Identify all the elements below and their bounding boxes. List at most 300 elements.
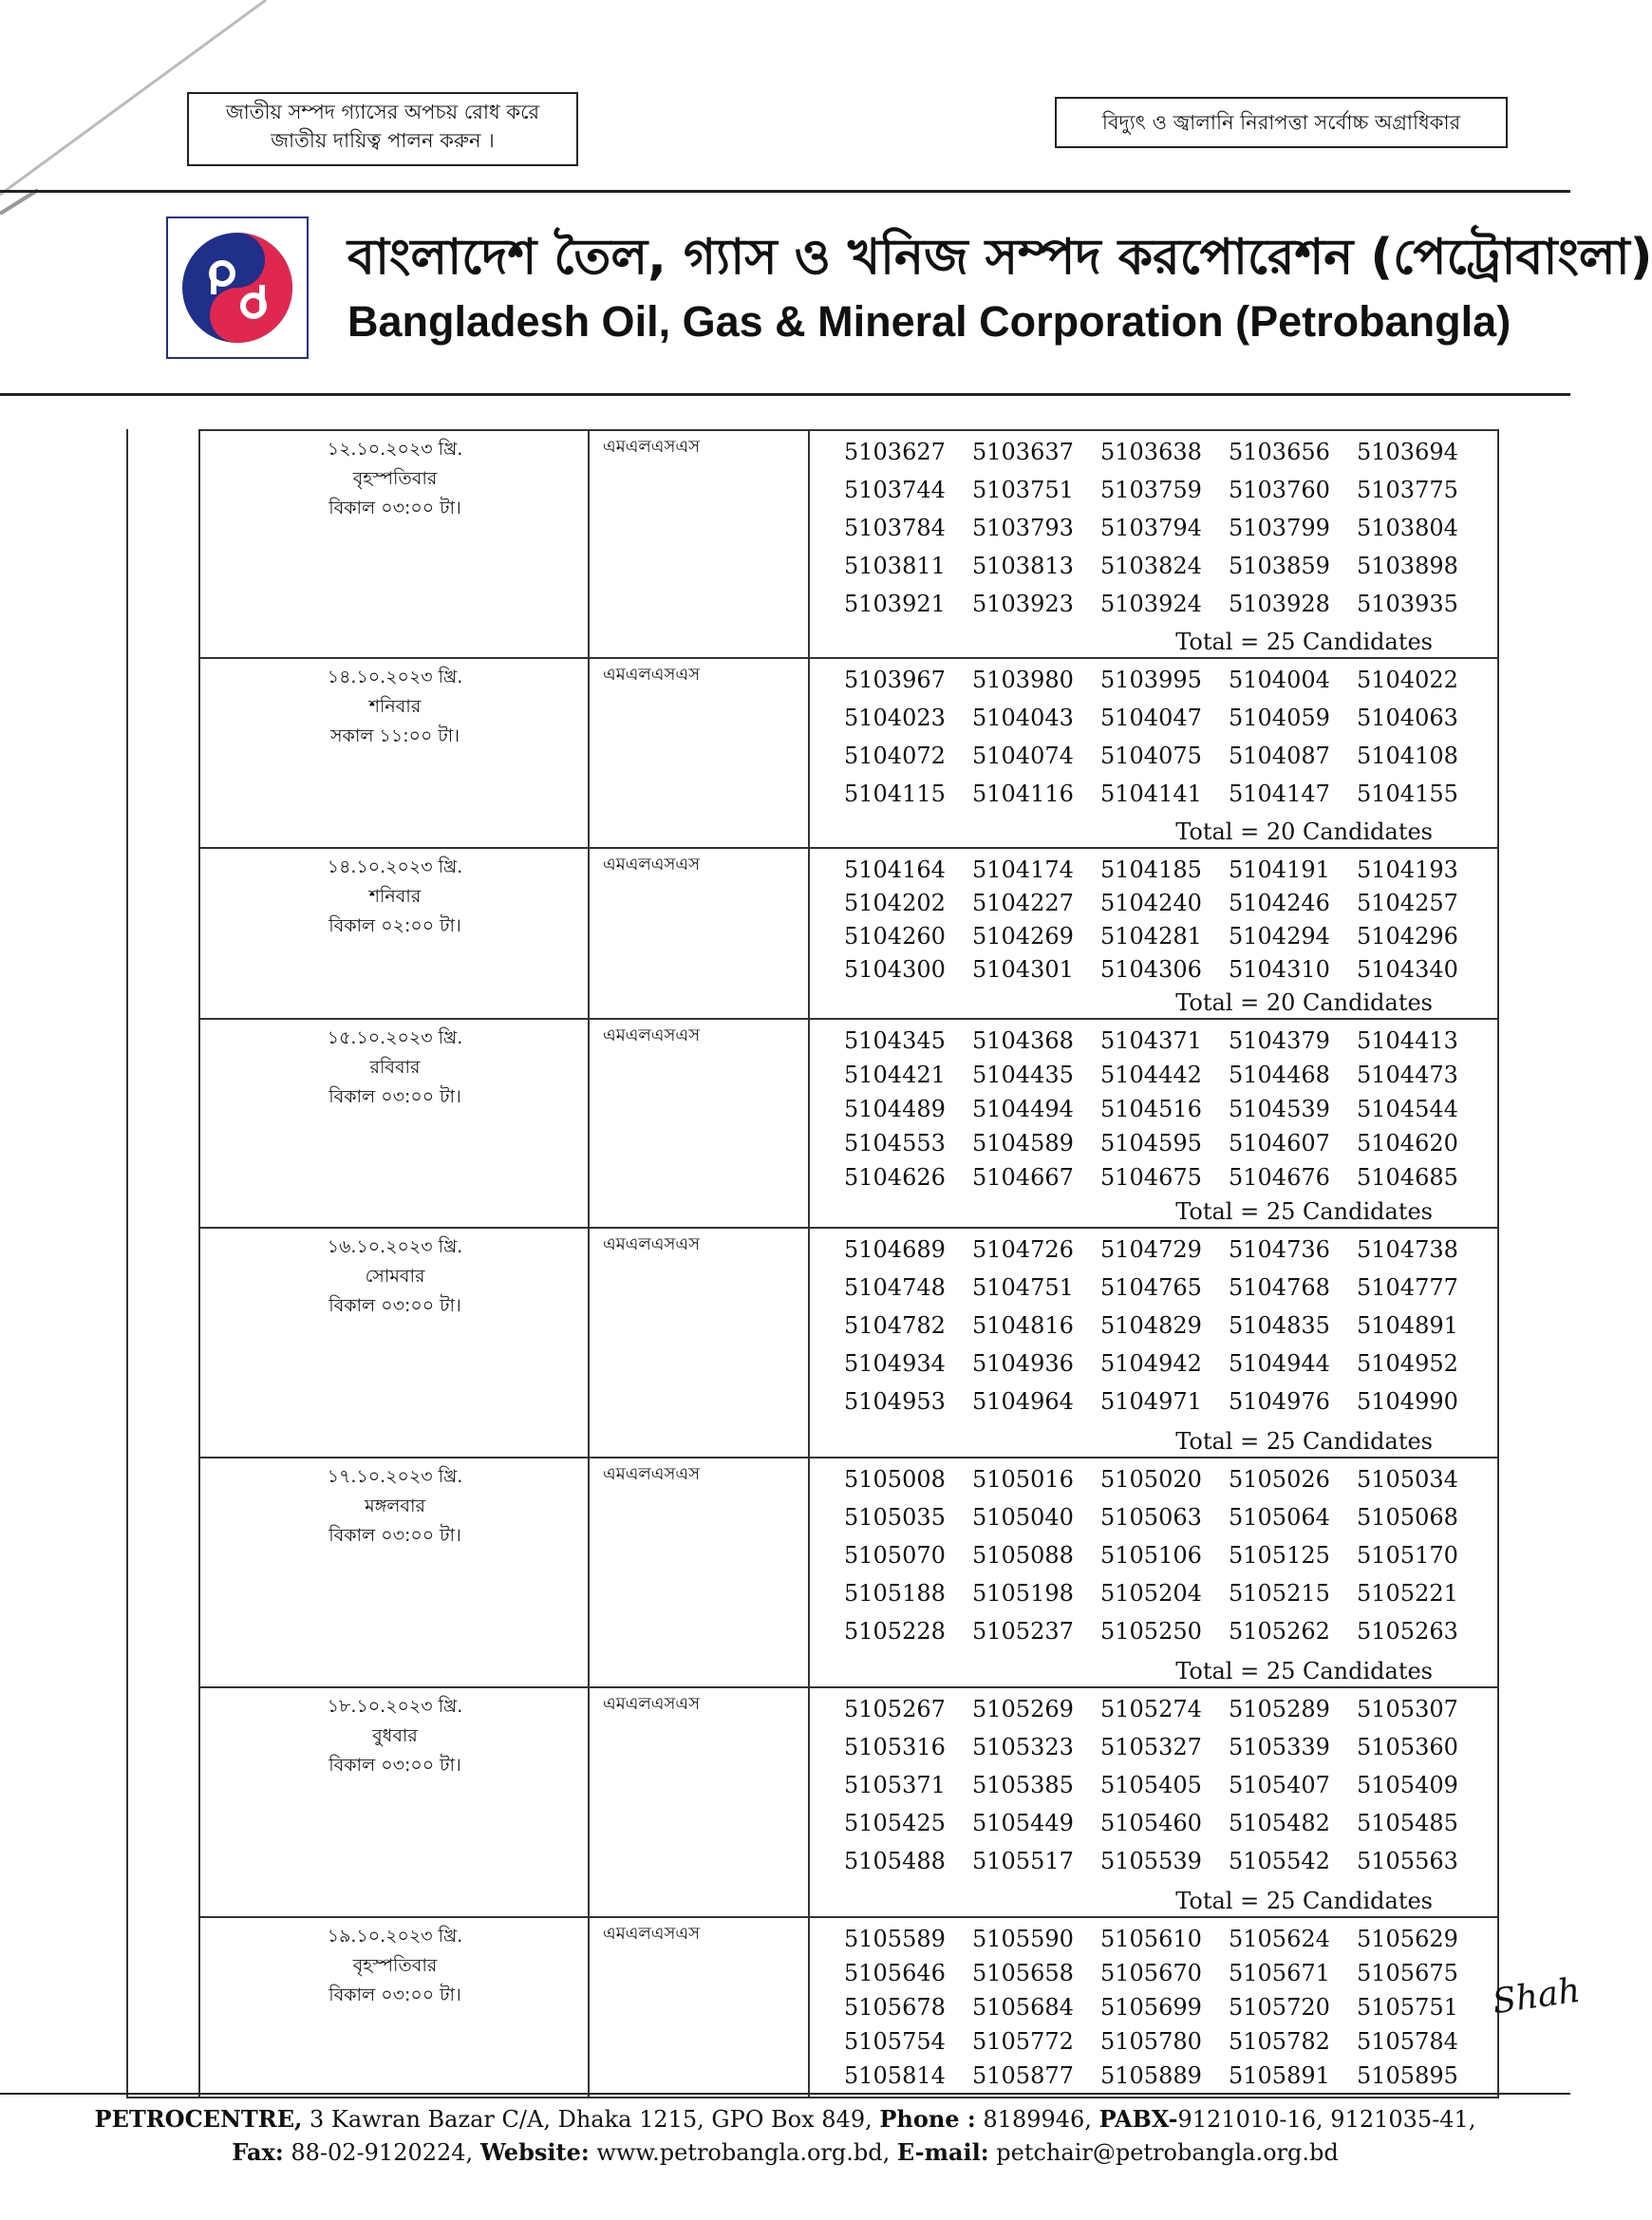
- exam-time: বিকাল ০৩:০০ টা।: [329, 1295, 461, 1316]
- exam-day: বুধবার: [372, 1725, 418, 1746]
- roll-numbers-cell: [827, 439, 1497, 629]
- roll-number: 5105215: [1229, 1580, 1330, 1607]
- roll-number: 5104952: [1357, 1350, 1458, 1377]
- candidate-total: Total = 25 Candidates: [1175, 629, 1433, 655]
- roll-number: 5105482: [1229, 1810, 1330, 1836]
- roll-number: 5105889: [1100, 2062, 1202, 2089]
- exam-time: সকাল ১১:০০ টা।: [329, 725, 460, 746]
- roll-number: 5105485: [1357, 1810, 1458, 1836]
- exam-time: বিকাল ০২:০০ টা।: [329, 915, 461, 936]
- roll-number: 5104240: [1100, 890, 1202, 916]
- roll-number: 5104729: [1100, 1236, 1202, 1263]
- exam-time: বিকাল ০৩:০০ টা।: [329, 1755, 461, 1776]
- roll-number: 5105228: [844, 1618, 946, 1645]
- roll-number: 5103638: [1100, 439, 1202, 465]
- footer-contact-line: [0, 2138, 1570, 2166]
- roll-number: 5104047: [1100, 705, 1202, 731]
- roll-number-row: [827, 1960, 1497, 1994]
- roll-number: 5104976: [1229, 1388, 1330, 1415]
- roll-number: 5104023: [844, 705, 946, 731]
- roll-number: 5104141: [1100, 781, 1202, 807]
- roll-number: 5104689: [844, 1236, 946, 1263]
- roll-number: 5104379: [1229, 1027, 1330, 1054]
- roll-number: 5105188: [844, 1580, 946, 1607]
- roll-number: 5104300: [844, 956, 946, 983]
- roll-number-row: [827, 1734, 1497, 1772]
- roll-number: 5105624: [1229, 1926, 1330, 1952]
- roll-number: 5105063: [1100, 1504, 1202, 1531]
- exam-day: শনিবার: [368, 696, 422, 717]
- roll-number: 5105267: [844, 1696, 946, 1722]
- roll-number-row: [827, 923, 1497, 956]
- roll-number: 5104072: [844, 743, 946, 769]
- exam-day: রবিবার: [369, 1057, 421, 1078]
- candidate-total: Total = 25 Candidates: [1175, 1888, 1433, 1914]
- roll-number: 5104294: [1229, 923, 1330, 950]
- slogan-box-left: [187, 92, 578, 166]
- roll-number-row: [827, 1164, 1497, 1198]
- roll-number-row: [827, 1926, 1497, 1960]
- exam-date-cell: [200, 853, 590, 941]
- post-name-cell: এমএলএসএস: [603, 855, 700, 875]
- roll-number: 5103923: [972, 591, 1074, 617]
- roll-number: 5103775: [1357, 477, 1458, 503]
- roll-number: 5105323: [972, 1734, 1074, 1760]
- roll-number: 5104829: [1100, 1312, 1202, 1339]
- roll-number: 5104816: [972, 1312, 1074, 1339]
- schedule-row: [200, 1018, 1497, 1229]
- roll-number: 5104074: [972, 743, 1074, 769]
- roll-number: 5104260: [844, 923, 946, 950]
- roll-number: 5104777: [1357, 1274, 1458, 1301]
- roll-number: 5104468: [1229, 1062, 1330, 1088]
- roll-number: 5105670: [1100, 1960, 1202, 1986]
- roll-number: 5105877: [972, 2062, 1074, 2089]
- roll-number: 5105064: [1229, 1504, 1330, 1531]
- roll-number: 5104738: [1357, 1236, 1458, 1263]
- roll-number: 5105539: [1100, 1848, 1202, 1874]
- post-name-cell: এমএলএসএস: [603, 1694, 700, 1714]
- roll-number-row: [827, 1274, 1497, 1312]
- roll-number: 5104494: [972, 1096, 1074, 1122]
- roll-number: 5105262: [1229, 1618, 1330, 1645]
- roll-number-row: [827, 1236, 1497, 1274]
- roll-number: 5104075: [1100, 743, 1202, 769]
- exam-time: বিকাল ০৩:০০ টা।: [329, 1525, 461, 1546]
- roll-number-row: [827, 1466, 1497, 1504]
- header-top-rule: [0, 190, 1570, 193]
- roll-number: 5104435: [972, 1062, 1074, 1088]
- roll-number: 5103759: [1100, 477, 1202, 503]
- roll-number-row: [827, 2028, 1497, 2062]
- footer-phone-label: Phone :: [879, 2105, 976, 2133]
- roll-number: 5105891: [1229, 2062, 1330, 2089]
- roll-number: 5103859: [1229, 553, 1330, 579]
- footer-pabx: 9121010-16, 9121035-41,: [1177, 2106, 1476, 2133]
- roll-number: 5104539: [1229, 1096, 1330, 1122]
- post-name-cell: এমএলএসএস: [603, 665, 700, 685]
- roll-number: 5103935: [1357, 591, 1458, 617]
- roll-number: 5105327: [1100, 1734, 1202, 1760]
- roll-number-row: [827, 1388, 1497, 1426]
- roll-number: 5104116: [972, 781, 1074, 807]
- post-name-cell: এমএলএসএস: [603, 437, 700, 457]
- roll-number: 5104589: [972, 1130, 1074, 1157]
- roll-number: 5105460: [1100, 1810, 1202, 1836]
- roll-number: 5104934: [844, 1350, 946, 1377]
- slogan-box-right: বিদ্যুৎ ও জ্বালানি নিরাপত্তা সর্বোচ্চ অগ্রাধিকার: [1055, 97, 1508, 148]
- roll-number: 5103627: [844, 439, 946, 465]
- roll-number: 5104676: [1229, 1164, 1330, 1191]
- schedule-row: [200, 847, 1497, 1020]
- footer-website-label: Website:: [479, 2138, 590, 2166]
- roll-number-row: [827, 1504, 1497, 1542]
- roll-number: 5103794: [1100, 515, 1202, 541]
- exam-date: ১৪.১০.২০২৩ খ্রি.: [327, 856, 463, 877]
- post-name-cell: এমএলএসএস: [603, 1464, 700, 1484]
- roll-numbers-cell: [827, 1696, 1497, 1886]
- roll-number: 5105360: [1357, 1734, 1458, 1760]
- roll-number: 5105198: [972, 1580, 1074, 1607]
- roll-number: 5105040: [972, 1504, 1074, 1531]
- footer-website[interactable]: www.petrobangla.org.bd,: [589, 2139, 897, 2166]
- candidate-total: Total = 20 Candidates: [1175, 989, 1433, 1016]
- roll-number-row: [827, 1618, 1497, 1656]
- footer-phone: 8189946,: [975, 2106, 1099, 2133]
- roll-number: 5105289: [1229, 1696, 1330, 1722]
- roll-number-row: [827, 1542, 1497, 1580]
- roll-number: 5105221: [1357, 1580, 1458, 1607]
- roll-number: 5103924: [1100, 591, 1202, 617]
- roll-number-row: [827, 1096, 1497, 1130]
- roll-number-row: [827, 2062, 1497, 2097]
- roll-number: 5104063: [1357, 705, 1458, 731]
- roll-number: 5105675: [1357, 1960, 1458, 1986]
- roll-number-row: [827, 1130, 1497, 1164]
- roll-number: 5105371: [844, 1772, 946, 1798]
- footer-address: 3 Kawran Bazar C/A, Dhaka 1215, GPO Box 849,: [302, 2106, 880, 2133]
- exam-day: শনিবার: [368, 886, 422, 907]
- roll-number: 5105542: [1229, 1848, 1330, 1874]
- roll-number-row: [827, 1027, 1497, 1062]
- roll-number: 5105035: [844, 1504, 946, 1531]
- roll-number: 5104442: [1100, 1062, 1202, 1088]
- roll-number: 5105070: [844, 1542, 946, 1569]
- roll-number: 5105125: [1229, 1542, 1330, 1569]
- footer-email[interactable]: petchair@petrobangla.org.bd: [988, 2139, 1339, 2166]
- roll-number-row: [827, 1062, 1497, 1096]
- roll-numbers-cell: [827, 1466, 1497, 1656]
- roll-number: 5105720: [1229, 1994, 1330, 2021]
- footer-email-label: E-mail:: [896, 2138, 989, 2166]
- schedule-row: [200, 657, 1497, 849]
- roll-number: 5105590: [972, 1926, 1074, 1952]
- roll-number: 5104413: [1357, 1027, 1458, 1054]
- exam-time: বিকাল ০৩:০০ টা।: [329, 498, 461, 518]
- roll-number: 5105409: [1357, 1772, 1458, 1798]
- exam-day: বৃহস্পতিবার: [352, 468, 438, 489]
- roll-number: 5104835: [1229, 1312, 1330, 1339]
- roll-number-row: [827, 781, 1497, 818]
- exam-schedule-table: [126, 429, 1499, 2098]
- schedule-row: [200, 1916, 1497, 2098]
- roll-number: 5104269: [972, 923, 1074, 950]
- roll-number: 5105407: [1229, 1772, 1330, 1798]
- roll-number-row: [827, 705, 1497, 743]
- roll-number: 5105517: [972, 1848, 1074, 1874]
- candidate-total: Total = 25 Candidates: [1175, 1428, 1433, 1455]
- roll-number: 5103784: [844, 515, 946, 541]
- footer-petrocentre: PETROCENTRE,: [94, 2105, 303, 2133]
- roll-number: 5104246: [1229, 890, 1330, 916]
- post-name-cell: এমএলএসএস: [603, 1025, 700, 1045]
- roll-number: 5104782: [844, 1312, 946, 1339]
- roll-number: 5104489: [844, 1096, 946, 1122]
- roll-number: 5104667: [972, 1164, 1074, 1191]
- roll-number: 5103813: [972, 553, 1074, 579]
- roll-number: 5105008: [844, 1466, 946, 1493]
- roll-number: 5104108: [1357, 743, 1458, 769]
- roll-number: 5104306: [1100, 956, 1202, 983]
- roll-number: 5104202: [844, 890, 946, 916]
- roll-number: 5105671: [1229, 1960, 1330, 1986]
- roll-number: 5104087: [1229, 743, 1330, 769]
- roll-number-row: [827, 1810, 1497, 1848]
- roll-number: 5103811: [844, 553, 946, 579]
- roll-number: 5104626: [844, 1164, 946, 1191]
- roll-number: 5105646: [844, 1960, 946, 1986]
- schedule-row: [200, 429, 1497, 659]
- roll-number: 5105751: [1357, 1994, 1458, 2021]
- roll-number: 5105026: [1229, 1466, 1330, 1493]
- roll-number: 5104174: [972, 856, 1074, 883]
- roll-number: 5104620: [1357, 1130, 1458, 1157]
- roll-number: 5104726: [972, 1236, 1074, 1263]
- roll-number: 5105684: [972, 1994, 1074, 2021]
- roll-number: 5103995: [1100, 667, 1202, 693]
- roll-number: 5104944: [1229, 1350, 1330, 1377]
- roll-number: 5104891: [1357, 1312, 1458, 1339]
- handwritten-signature: Shah: [1490, 1970, 1583, 2022]
- roll-number: 5103793: [972, 515, 1074, 541]
- exam-date-cell: [200, 1922, 590, 2010]
- slogan-left-line1: জাতীয় সম্পদ গ্যাসের অপচয় রোধ করে: [225, 101, 540, 123]
- roll-number-row: [827, 667, 1497, 705]
- roll-number: 5105589: [844, 1926, 946, 1952]
- roll-number: 5105449: [972, 1810, 1074, 1836]
- footer-pabx-label: PABX-: [1098, 2105, 1178, 2133]
- roll-number: 5104340: [1357, 956, 1458, 983]
- roll-number: 5105754: [844, 2028, 946, 2055]
- roll-number: 5104164: [844, 856, 946, 883]
- exam-date-cell: [200, 1692, 590, 1780]
- roll-number: 5105814: [844, 2062, 946, 2089]
- roll-number: 5104936: [972, 1350, 1074, 1377]
- roll-number: 5105269: [972, 1696, 1074, 1722]
- roll-number: 5105237: [972, 1618, 1074, 1645]
- exam-day: সোমবার: [365, 1266, 425, 1287]
- exam-time: বিকাল ০৩:০০ টা।: [329, 1086, 461, 1107]
- roll-number-row: [827, 553, 1497, 591]
- roll-number: 5104942: [1100, 1350, 1202, 1377]
- exam-date-cell: [200, 1024, 590, 1112]
- roll-numbers-cell: [827, 1236, 1497, 1426]
- roll-number: 5104371: [1100, 1027, 1202, 1054]
- exam-day: মঙ্গলবার: [365, 1496, 425, 1516]
- roll-number: 5104685: [1357, 1164, 1458, 1191]
- roll-number: 5104227: [972, 890, 1074, 916]
- roll-number-row: [827, 956, 1497, 989]
- exam-date-cell: [200, 663, 590, 751]
- roll-number: 5104553: [844, 1130, 946, 1157]
- roll-number: 5105263: [1357, 1618, 1458, 1645]
- exam-date: ১২.১০.২০২৩ খ্রি.: [327, 439, 463, 460]
- schedule-row: [200, 1686, 1497, 1918]
- roll-number: 5105780: [1100, 2028, 1202, 2055]
- roll-number: 5105016: [972, 1466, 1074, 1493]
- roll-number: 5104257: [1357, 890, 1458, 916]
- roll-number: 5105170: [1357, 1542, 1458, 1569]
- roll-number: 5104193: [1357, 856, 1458, 883]
- roll-number: 5104607: [1229, 1130, 1330, 1157]
- roll-number: 5104765: [1100, 1274, 1202, 1301]
- footer-rule: [0, 2093, 1570, 2095]
- roll-number: 5103637: [972, 439, 1074, 465]
- roll-number: 5103928: [1229, 591, 1330, 617]
- roll-number: 5105488: [844, 1848, 946, 1874]
- roll-number: 5104155: [1357, 781, 1458, 807]
- roll-number: 5103980: [972, 667, 1074, 693]
- roll-number: 5104516: [1100, 1096, 1202, 1122]
- roll-number: 5105425: [844, 1810, 946, 1836]
- roll-number: 5105316: [844, 1734, 946, 1760]
- roll-numbers-cell: [827, 856, 1497, 989]
- roll-number: 5105068: [1357, 1504, 1458, 1531]
- roll-number-row: [827, 477, 1497, 515]
- exam-date-cell: [200, 1232, 590, 1321]
- roll-number: 5104768: [1229, 1274, 1330, 1301]
- exam-date-cell: [200, 1462, 590, 1551]
- roll-number: 5104345: [844, 1027, 946, 1054]
- post-name-cell: এমএলএসএস: [603, 1234, 700, 1254]
- exam-date: ১৮.১০.২০২৩ খ্রি.: [327, 1696, 463, 1717]
- roll-number-row: [827, 1350, 1497, 1388]
- roll-number: 5104191: [1229, 856, 1330, 883]
- roll-number-row: [827, 515, 1497, 553]
- candidate-total: Total = 20 Candidates: [1175, 818, 1433, 845]
- roll-number: 5104296: [1357, 923, 1458, 950]
- roll-number-row: [827, 439, 1497, 477]
- exam-date: ১৫.১০.২০২৩ খ্রি.: [327, 1027, 463, 1048]
- exam-date: ১৪.১০.২০২৩ খ্রি.: [327, 667, 463, 687]
- roll-number: 5104185: [1100, 856, 1202, 883]
- roll-number: 5105699: [1100, 1994, 1202, 2021]
- roll-number: 5104675: [1100, 1164, 1202, 1191]
- roll-number: 5103898: [1357, 553, 1458, 579]
- slogan-left-line2: জাতীয় দায়িত্ব পালন করুন ।: [271, 129, 495, 152]
- schedule-row: [200, 1457, 1497, 1688]
- roll-number: 5103921: [844, 591, 946, 617]
- exam-date: ১৭.১০.২০২৩ খ্রি.: [327, 1466, 463, 1487]
- roll-number: 5105658: [972, 1960, 1074, 1986]
- roll-number: 5104736: [1229, 1236, 1330, 1263]
- post-name-cell: এমএলএসএস: [603, 1924, 700, 1944]
- roll-number: 5103967: [844, 667, 946, 693]
- roll-number: 5105782: [1229, 2028, 1330, 2055]
- exam-date-cell: [200, 435, 590, 523]
- roll-number-row: [827, 890, 1497, 923]
- roll-number-row: [827, 1994, 1497, 2028]
- roll-number: 5105088: [972, 1542, 1074, 1569]
- petrobangla-logo: [166, 216, 309, 359]
- roll-number: 5105034: [1357, 1466, 1458, 1493]
- roll-number-row: [827, 1772, 1497, 1810]
- roll-number: 5105106: [1100, 1542, 1202, 1569]
- roll-number: 5104310: [1229, 956, 1330, 983]
- roll-number-row: [827, 591, 1497, 629]
- roll-number: 5104748: [844, 1274, 946, 1301]
- roll-number: 5103744: [844, 477, 946, 503]
- roll-number: 5105895: [1357, 2062, 1458, 2089]
- exam-date: ১৯.১০.২০২৩ খ্রি.: [327, 1926, 463, 1947]
- roll-number: 5105385: [972, 1772, 1074, 1798]
- roll-number: 5104301: [972, 956, 1074, 983]
- schedule-row: [200, 1227, 1497, 1458]
- roll-number: 5105250: [1100, 1618, 1202, 1645]
- roll-number: 5105563: [1357, 1848, 1458, 1874]
- candidate-total: Total = 25 Candidates: [1175, 1658, 1433, 1684]
- roll-number: 5104473: [1357, 1062, 1458, 1088]
- header-bottom-rule: [0, 393, 1570, 396]
- roll-number: 5104004: [1229, 667, 1330, 693]
- roll-number-row: [827, 743, 1497, 781]
- roll-number: 5105610: [1100, 1926, 1202, 1952]
- roll-number: 5103804: [1357, 515, 1458, 541]
- footer-fax-label: Fax:: [232, 2138, 284, 2166]
- roll-number: 5103760: [1229, 477, 1330, 503]
- roll-number: 5104953: [844, 1388, 946, 1415]
- roll-number: 5104147: [1229, 781, 1330, 807]
- roll-number: 5104281: [1100, 923, 1202, 950]
- roll-number: 5104751: [972, 1274, 1074, 1301]
- roll-number: 5104964: [972, 1388, 1074, 1415]
- roll-number: 5104022: [1357, 667, 1458, 693]
- roll-number: 5104043: [972, 705, 1074, 731]
- roll-number: 5105629: [1357, 1926, 1458, 1952]
- exam-day: বৃহস্পতিবার: [352, 1955, 438, 1976]
- roll-number: 5104990: [1357, 1388, 1458, 1415]
- org-name-bengali: বাংলাদেশ তৈল, গ্যাস ও খনিজ সম্পদ করপোরেশন (পেট্রোবাংলা): [347, 229, 1652, 286]
- roll-number: 5105405: [1100, 1772, 1202, 1798]
- roll-number: 5104544: [1357, 1096, 1458, 1122]
- roll-number: 5103824: [1100, 553, 1202, 579]
- roll-number-row: [827, 1848, 1497, 1886]
- roll-number: 5103694: [1357, 439, 1458, 465]
- roll-number: 5105678: [844, 1994, 946, 2021]
- roll-number: 5105274: [1100, 1696, 1202, 1722]
- roll-number: 5105204: [1100, 1580, 1202, 1607]
- roll-numbers-cell: [827, 1027, 1497, 1198]
- footer-fax: 88-02-9120224,: [283, 2139, 480, 2166]
- roll-number: 5103799: [1229, 515, 1330, 541]
- roll-numbers-cell: [827, 1926, 1497, 2097]
- roll-number: 5103656: [1229, 439, 1330, 465]
- roll-number-row: [827, 1696, 1497, 1734]
- roll-number: 5104421: [844, 1062, 946, 1088]
- roll-number: 5105307: [1357, 1696, 1458, 1722]
- roll-number: 5104595: [1100, 1130, 1202, 1157]
- org-name-english: Bangladesh Oil, Gas & Mineral Corporation (Petrobangla): [347, 297, 1511, 346]
